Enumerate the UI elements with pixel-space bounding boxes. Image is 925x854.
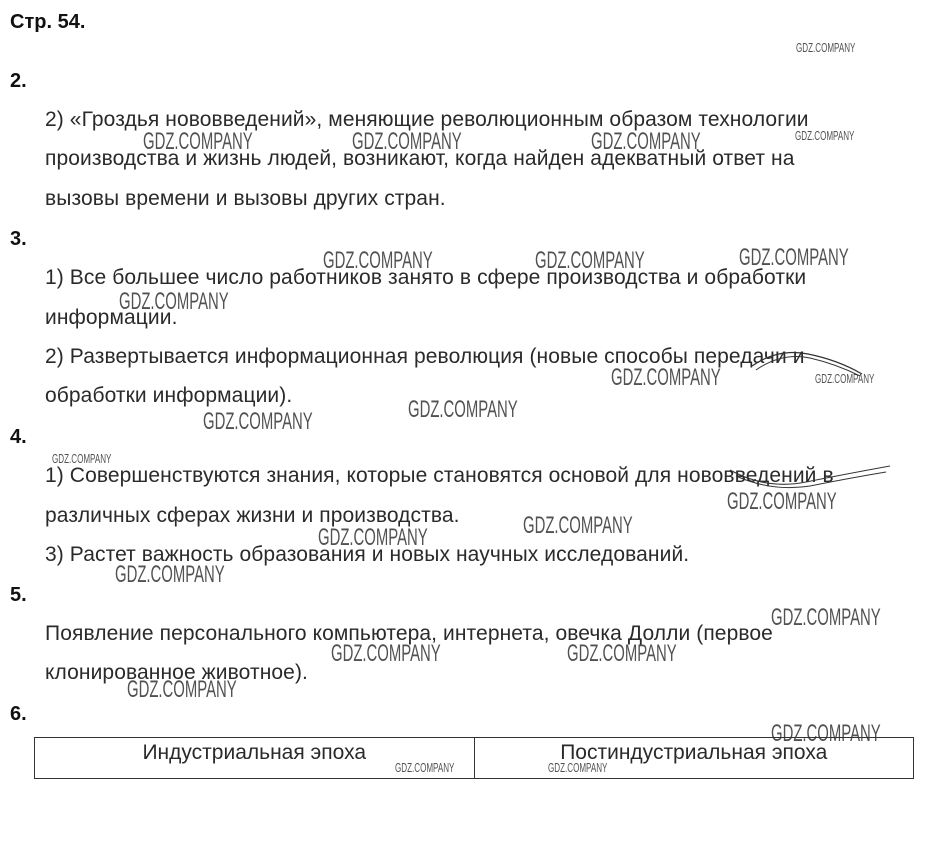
question-number-3: 3.: [10, 228, 27, 250]
table-header-industrial: Индустриальная эпоха: [35, 738, 475, 779]
watermark: GDZ.COMPANY: [591, 128, 701, 155]
watermark: GDZ.COMPANY: [323, 247, 433, 274]
table-header-postindustrial: Постиндустриальная эпоха: [474, 738, 914, 779]
watermark: GDZ.COMPANY: [727, 488, 837, 515]
answer-4-line-1: 1) Совершенствуются знания, которые становятся основой для нововведений в: [45, 464, 834, 487]
answer-4-line-2: различных сферах жизни и производства.: [45, 504, 460, 527]
watermark: GDZ.COMPANY: [815, 371, 875, 386]
answer-3-line-3: 2) Развертывается информационная революция (новые способы передачи и: [45, 345, 805, 368]
watermark: GDZ.COMPANY: [318, 524, 428, 551]
watermark: GDZ.COMPANY: [331, 640, 441, 667]
watermark: GDZ.COMPANY: [352, 128, 462, 155]
answer-2-line-3: вызовы времени и вызовы других стран.: [45, 187, 446, 210]
answer-2-line-1: 2) «Гроздья нововведений», меняющие революционным образом технологии: [45, 108, 809, 131]
watermark: GDZ.COMPANY: [795, 128, 855, 143]
answer-2-line-2: производства и жизнь людей, возникают, когда найден адекватный ответ на: [45, 147, 795, 170]
answer-3-line-4: обработки информации).: [45, 384, 293, 407]
watermark: GDZ.COMPANY: [771, 720, 881, 747]
answer-5-line-1: Появление персонального компьютера, интернета, овечка Долли (первое: [45, 622, 773, 645]
answer-5-line-2: клонированное животное).: [45, 661, 308, 684]
watermark: GDZ.COMPANY: [52, 451, 112, 466]
watermark: GDZ.COMPANY: [567, 640, 677, 667]
question-number-4: 4.: [10, 426, 27, 448]
answer-4-line-3: 3) Растет важность образования и новых научных исследований.: [45, 543, 690, 566]
watermark: GDZ.COMPANY: [395, 760, 455, 775]
watermark: GDZ.COMPANY: [408, 396, 518, 423]
watermark: GDZ.COMPANY: [739, 244, 849, 271]
answer-3-line-2: информации.: [45, 306, 178, 329]
watermark: GDZ.COMPANY: [611, 364, 721, 391]
answer-3-line-1: 1) Все большее число работников занято в сфере производства и обработки: [45, 266, 807, 289]
watermark: GDZ.COMPANY: [548, 760, 608, 775]
page-title: Стр. 54.: [10, 11, 86, 33]
watermark: GDZ.COMPANY: [523, 512, 633, 539]
watermark: GDZ.COMPANY: [203, 408, 313, 435]
watermark: GDZ.COMPANY: [771, 604, 881, 631]
watermark: GDZ.COMPANY: [127, 676, 237, 703]
watermark: GDZ.COMPANY: [535, 247, 645, 274]
watermark: GDZ.COMPANY: [796, 40, 856, 55]
watermark: GDZ.COMPANY: [119, 288, 229, 315]
watermark: GDZ.COMPANY: [143, 128, 253, 155]
question-number-2: 2.: [10, 70, 27, 92]
question-number-5: 5.: [10, 584, 27, 606]
watermark: GDZ.COMPANY: [115, 561, 225, 588]
question-number-6: 6.: [10, 703, 27, 725]
